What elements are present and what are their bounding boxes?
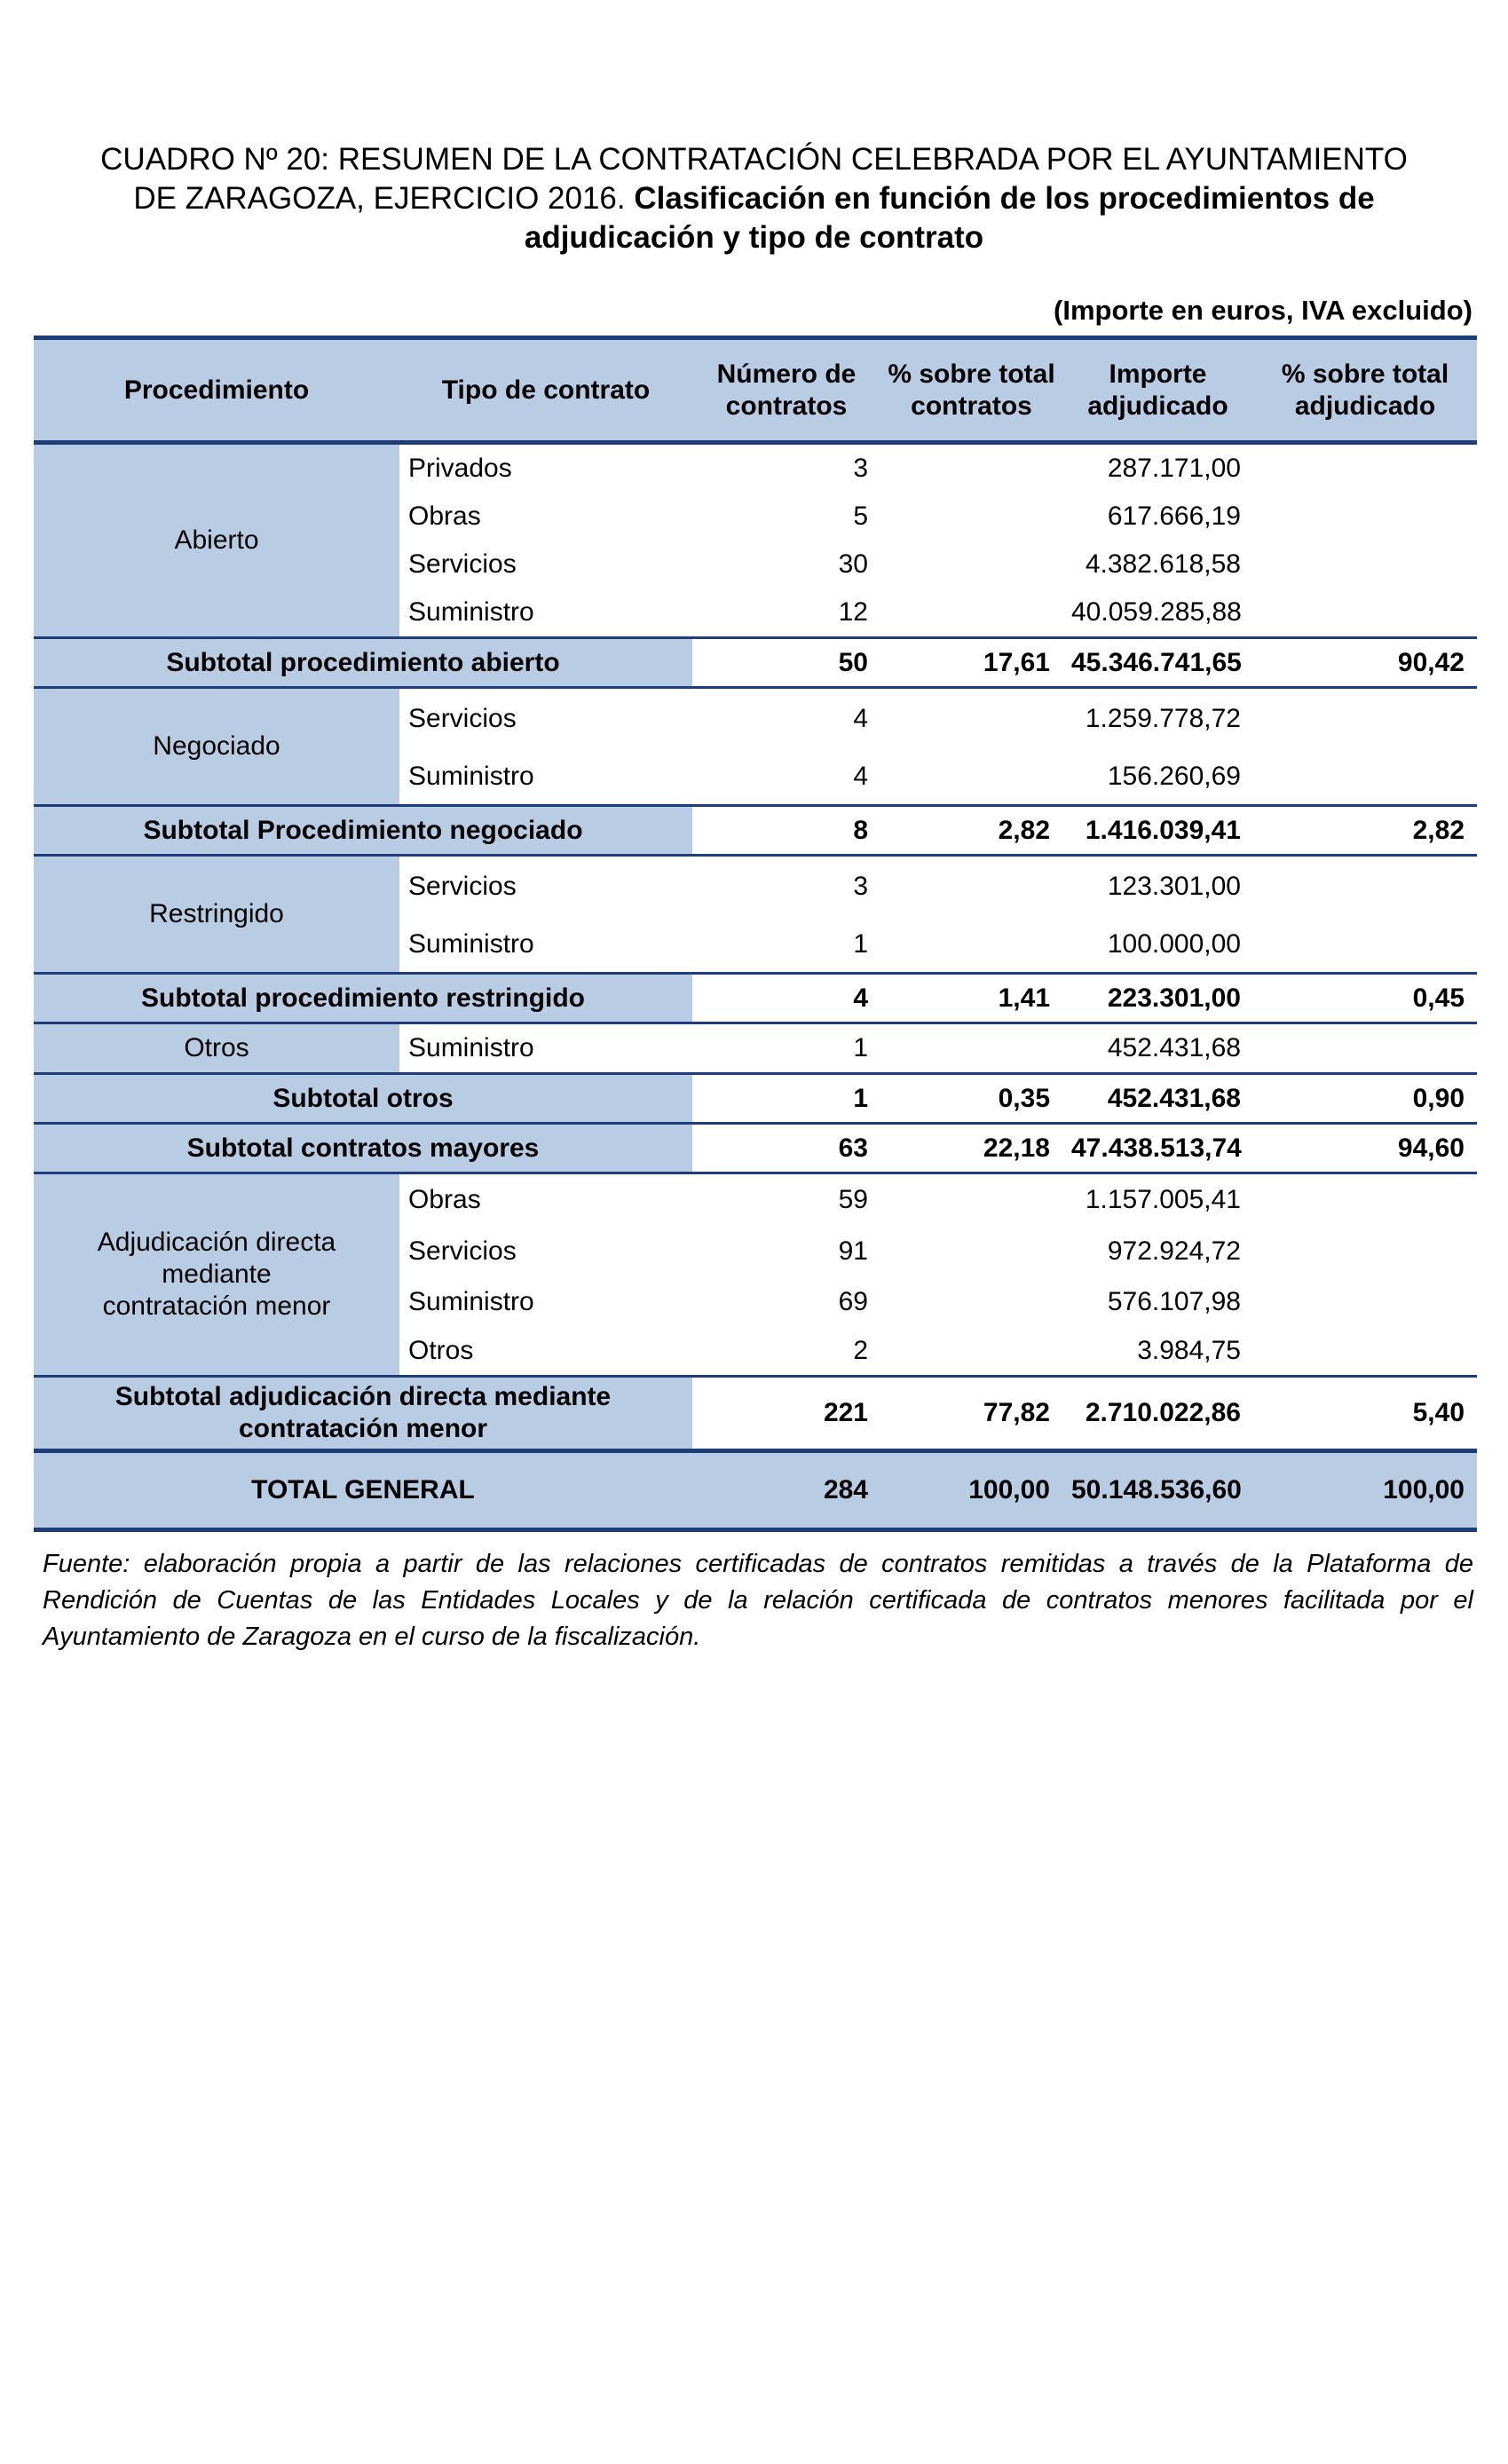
subtotal-numero: 8	[692, 806, 880, 856]
cell-tipo: Servicios	[408, 1236, 517, 1266]
subtotal-importe: 452.431,68	[1062, 1074, 1253, 1124]
subtotal-pct-adjudicado: 5,40	[1253, 1377, 1477, 1451]
subtotal-numero: 1	[692, 1074, 880, 1124]
subtotal-label: Subtotal Procedimiento negociado	[34, 806, 692, 856]
procedimiento-restringido: Restringido	[34, 856, 399, 974]
cell-empty	[1253, 1173, 1477, 1227]
header-pct-contratos: % sobre total contratos	[880, 338, 1062, 443]
subtotal-importe: 1.416.039,41	[1062, 806, 1253, 856]
cell-tipo: Servicios	[408, 704, 517, 733]
subtotal-importe: 2.710.022,86	[1062, 1377, 1253, 1451]
cell-importe: 1.259.778,72	[1085, 704, 1241, 733]
cell-empty	[1253, 1023, 1477, 1074]
procedimiento-menor: Adjudicación directa mediante contratación menor	[34, 1173, 399, 1377]
cell-importe: 576.107,98	[1107, 1287, 1241, 1316]
total-pct-contratos: 100,00	[880, 1451, 1062, 1530]
total-row	[34, 1451, 1477, 1530]
subtotal-row-negociado	[34, 806, 1477, 856]
table-row	[34, 1173, 1477, 1227]
cell-importe: 1.157.005,41	[1085, 1185, 1241, 1214]
cell-tipo: Servicios	[408, 872, 517, 901]
subtotal-row-abierto	[34, 638, 1477, 688]
cell-importe: 3.984,75	[1137, 1336, 1241, 1365]
subtotal-label: Subtotal otros	[34, 1074, 692, 1124]
cell-numero: 3	[853, 872, 868, 901]
cell-importe: 123.301,00	[1107, 872, 1241, 901]
subtotal-importe: 47.438.513,74	[1062, 1124, 1253, 1173]
header-tipo: Tipo de contrato	[399, 338, 692, 443]
cell-empty	[880, 1327, 1062, 1377]
cell-tipo: Suministro	[408, 762, 534, 791]
subtotal-pct-adjudicado: 90,42	[1253, 638, 1477, 688]
cell-numero: 4	[853, 762, 868, 791]
cell-empty	[1253, 856, 1477, 918]
cell-empty	[880, 493, 1062, 541]
total-importe: 50.148.536,60	[1062, 1451, 1253, 1530]
procedimiento-negociado: Negociado	[34, 688, 399, 806]
subtotal-pct-contratos: 1,41	[880, 974, 1062, 1023]
cell-empty	[1253, 749, 1477, 806]
cell-numero: 5	[853, 501, 868, 531]
subtotal-pct-contratos: 0,35	[880, 1074, 1062, 1124]
cell-numero: 59	[838, 1185, 868, 1214]
cell-importe: 100.000,00	[1107, 929, 1241, 959]
source-note: Fuente: elaboración propia a partir de las relaciones certificadas de contratos remitidas a través de la Plataforma de Rendición de Cuentas de las Entidades Locales y de la relación certificada de contratos menores facilitada por el Ayuntamiento de Zaragoza en el curso de la fiscalización.	[43, 1550, 1473, 1651]
cell-tipo: Servicios	[408, 549, 517, 579]
cell-tipo: Suministro	[399, 1023, 692, 1074]
header-procedimiento: Procedimiento	[34, 338, 399, 443]
subtotal-label: Subtotal procedimiento abierto	[34, 638, 692, 688]
total-pct-adjudicado: 100,00	[1253, 1451, 1477, 1530]
cell-empty	[1253, 1327, 1477, 1377]
cell-empty	[880, 917, 1062, 974]
cell-tipo: Privados	[408, 454, 512, 483]
subtotal-numero: 4	[692, 974, 880, 1023]
subtotal-pct-adjudicado: 2,82	[1253, 806, 1477, 856]
subtotal-pct-adjudicado: 0,90	[1253, 1074, 1477, 1124]
cell-importe: 287.171,00	[1107, 454, 1241, 483]
cell-numero: 3	[853, 454, 868, 483]
cell-empty	[880, 749, 1062, 806]
cell-importe: 156.260,69	[1107, 762, 1241, 791]
cell-empty	[1253, 443, 1477, 494]
total-numero: 284	[692, 1451, 880, 1530]
subtotal-pct-adjudicado: 94,60	[1253, 1124, 1477, 1173]
cell-importe: 972.924,72	[1107, 1236, 1241, 1266]
subtotal-numero: 50	[692, 638, 880, 688]
cell-importe: 40.059.285,88	[1071, 597, 1242, 627]
subtotal-pct-adjudicado: 0,45	[1253, 974, 1477, 1023]
cell-importe: 452.431,68	[1062, 1023, 1253, 1074]
subtotal-importe: 45.346.741,65	[1062, 638, 1253, 688]
subtotal-label: Subtotal adjudicación directa mediante contratación menor	[34, 1377, 692, 1451]
cell-tipo: Obras	[408, 501, 481, 531]
cell-numero: 30	[838, 549, 868, 579]
subtotal-pct-contratos: 77,82	[880, 1377, 1062, 1451]
cell-numero: 1	[853, 929, 868, 959]
subtotal-row-menor	[34, 1377, 1477, 1451]
header-importe: Importe adjudicado	[1062, 338, 1253, 443]
cell-tipo: Otros	[408, 1336, 474, 1365]
cell-empty	[880, 688, 1062, 750]
subtotal-row-restringido	[34, 974, 1477, 1023]
table-row	[34, 688, 1477, 750]
cell-empty	[880, 541, 1062, 588]
subtotal-row-otros	[34, 1074, 1477, 1124]
cell-numero: 12	[838, 597, 868, 627]
document-title	[0, 140, 1508, 257]
cell-empty	[880, 856, 1062, 918]
total-label: TOTAL GENERAL	[34, 1451, 692, 1530]
cell-empty	[1253, 541, 1477, 588]
subtotal-label: Subtotal procedimiento restringido	[34, 974, 692, 1023]
cell-numero: 1	[692, 1023, 880, 1074]
subtotal-numero: 63	[692, 1124, 880, 1173]
procedimiento-otros: Otros	[34, 1023, 399, 1074]
cell-empty	[1253, 688, 1477, 750]
cell-empty	[1253, 493, 1477, 541]
cell-empty	[1253, 588, 1477, 638]
table-row	[34, 443, 1477, 494]
cell-tipo: Obras	[408, 1185, 481, 1214]
cell-empty	[880, 1173, 1062, 1227]
cell-numero: 91	[838, 1236, 868, 1266]
cell-tipo: Suministro	[408, 929, 534, 959]
cell-empty	[880, 1023, 1062, 1074]
cell-numero: 69	[838, 1287, 868, 1316]
cell-importe: 4.382.618,58	[1085, 549, 1241, 579]
table-header-row	[34, 338, 1477, 443]
title-line-2: DE ZARAGOZA, EJERCICIO 2016. Clasificación en función de los procedimientos de	[133, 181, 1375, 216]
cell-empty	[1253, 1226, 1477, 1277]
cell-numero: 4	[853, 704, 868, 733]
title-line-3: adjudicación y tipo de contrato	[524, 220, 984, 255]
cell-importe: 617.666,19	[1107, 501, 1241, 531]
procedimiento-abierto: Abierto	[34, 443, 399, 638]
table-row	[34, 856, 1477, 918]
table-row	[34, 1023, 1477, 1074]
cell-tipo: Suministro	[408, 1287, 534, 1316]
subtotal-row-mayores	[34, 1124, 1477, 1173]
units-note: (Importe en euros, IVA excluido)	[1054, 295, 1472, 326]
subtotal-numero: 221	[692, 1377, 880, 1451]
cell-empty	[880, 1226, 1062, 1277]
header-pct-adjudicado: % sobre total adjudicado	[1253, 338, 1477, 443]
cell-empty	[1253, 1277, 1477, 1327]
subtotal-importe: 223.301,00	[1062, 974, 1253, 1023]
header-numero: Número de contratos	[692, 338, 880, 443]
contracts-table	[34, 336, 1477, 1532]
subtotal-pct-contratos: 17,61	[880, 638, 1062, 688]
subtotal-pct-contratos: 2,82	[880, 806, 1062, 856]
cell-tipo: Suministro	[408, 597, 534, 627]
subtotal-label: Subtotal contratos mayores	[34, 1124, 692, 1173]
subtotal-pct-contratos: 22,18	[880, 1124, 1062, 1173]
cell-empty	[880, 1277, 1062, 1327]
title-line-1: CUADRO Nº 20: RESUMEN DE LA CONTRATACIÓN CELEBRADA POR EL AYUNTAMIENTO	[100, 142, 1408, 177]
cell-empty	[1253, 917, 1477, 974]
cell-empty	[880, 443, 1062, 494]
cell-empty	[880, 588, 1062, 638]
cell-numero: 2	[853, 1336, 868, 1365]
